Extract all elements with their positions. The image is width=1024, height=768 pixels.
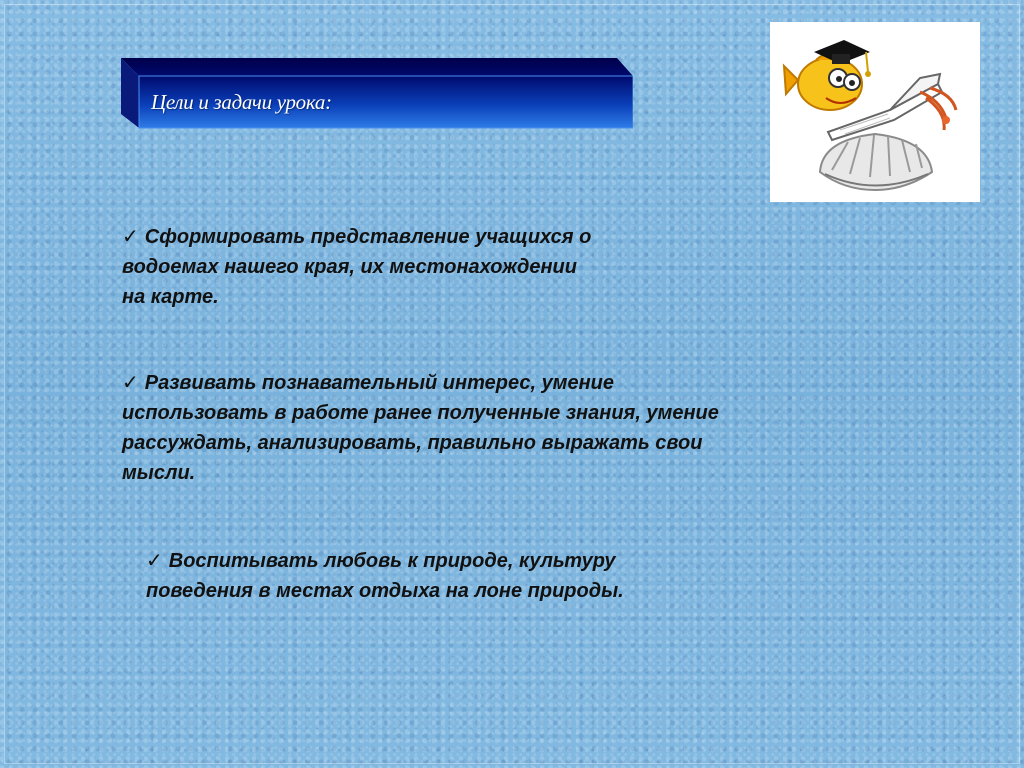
checkmark-icon: ✓ xyxy=(122,372,139,394)
checkmark-icon: ✓ xyxy=(122,226,139,248)
fish-reading-book-on-shell-icon xyxy=(770,22,980,202)
title-banner xyxy=(121,58,633,130)
goal-item-3 xyxy=(146,546,846,606)
slide-title: Цели и задачи урока: xyxy=(151,90,332,114)
checkmark-icon: ✓ xyxy=(146,550,163,572)
goal-text-2: Развивать познавательный интерес, умение использовать в работе ранее полученные знания, умение рассуждать, анализировать, правильно выражать свои мысли. xyxy=(122,372,719,484)
goal-item-1 xyxy=(122,222,742,312)
goal-text-1: Сформировать представление учащихся о водоемах нашего края, их местонахождении на карте. xyxy=(122,226,592,308)
goal-item-2 xyxy=(122,368,922,488)
goal-text-3: Воспитывать любовь к природе, культуру поведения в местах отдыха на лоне природы. xyxy=(146,550,624,602)
lesson-picture xyxy=(770,22,980,202)
